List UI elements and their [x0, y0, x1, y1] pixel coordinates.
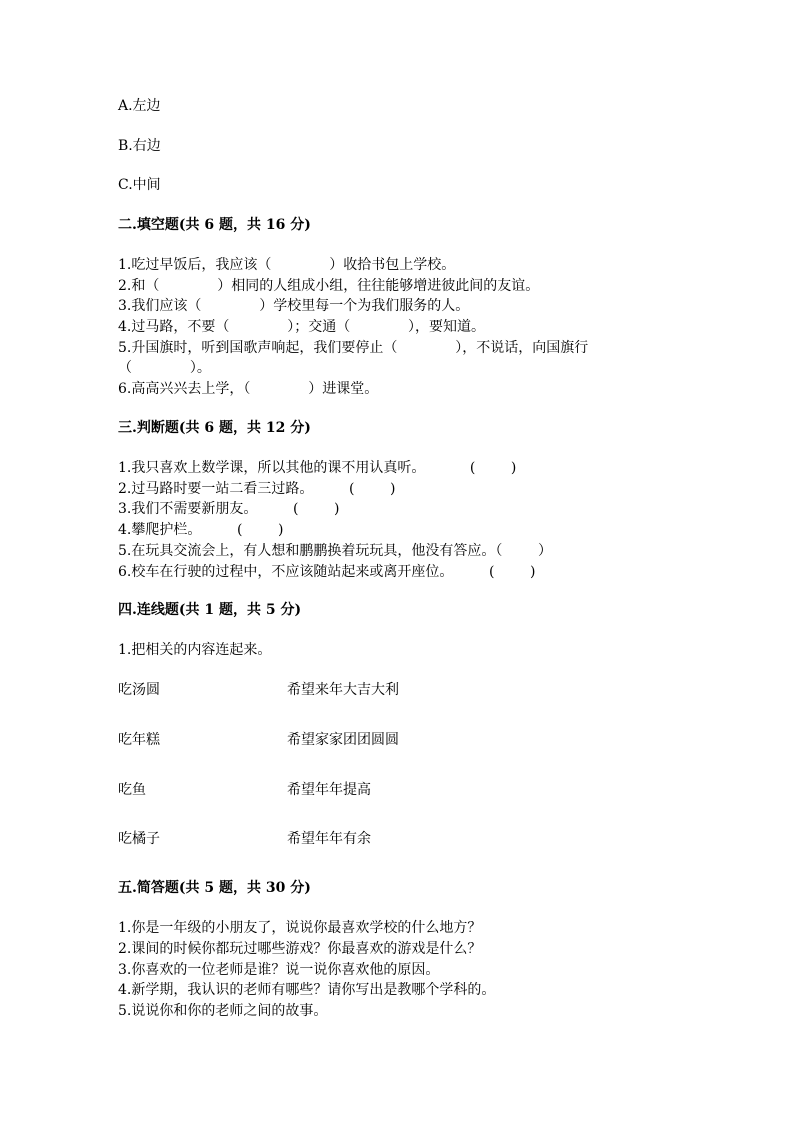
option-a: A.左边 — [118, 98, 161, 114]
match-right-2: 希望家家团团圆圆 — [287, 732, 399, 748]
match-right-4: 希望年年有余 — [287, 831, 371, 847]
section2-item-4: 4.过马路，不要（ ）；交通（ ），要知道。 — [118, 319, 486, 335]
section3-heading: 三.判断题(共 6 题，共 12 分) — [118, 420, 311, 436]
match-left-1: 吃汤圆 — [118, 682, 160, 698]
section4-prompt: 1.把相关的内容连起来。 — [118, 642, 272, 658]
section3-item-4: 4.攀爬护栏。 ( ) — [118, 522, 284, 538]
section5-item-3: 3.你喜欢的一位老师是谁？说一说你喜欢他的原因。 — [118, 962, 440, 978]
match-right-3: 希望年年提高 — [287, 782, 371, 798]
option-c: C.中间 — [118, 177, 161, 193]
section3-item-5: 5.在玩具交流会上，有人想和鹏鹏换着玩玩具，他没有答应。（ ） — [118, 543, 552, 559]
match-left-3: 吃鱼 — [118, 782, 146, 798]
section5-item-4: 4.新学期，我认识的老师有哪些？请你写出是教哪个学科的。 — [118, 982, 496, 998]
section5-heading: 五.简答题(共 5 题，共 30 分) — [118, 880, 311, 896]
section3-item-3: 3.我们不需要新朋友。 ( ) — [118, 501, 340, 517]
option-b: B.右边 — [118, 138, 161, 154]
section2-item-2: 2.和（ ）相同的人组成小组，往往能够增进彼此间的友谊。 — [118, 278, 540, 294]
section2-item-6: 6.高高兴兴去上学，（ ）进课堂。 — [118, 381, 379, 397]
match-left-4: 吃橘子 — [118, 831, 160, 847]
section3-item-2: 2.过马路时要一站二看三过路。 ( ) — [118, 481, 396, 497]
section2-heading: 二.填空题(共 6 题，共 16 分) — [118, 217, 311, 233]
match-left-2: 吃年糕 — [118, 732, 160, 748]
section3-item-6: 6.校车在行驶的过程中，不应该随站起来或离开座位。 ( ) — [118, 564, 536, 580]
section4-heading: 四.连线题(共 1 题，共 5 分) — [118, 602, 302, 618]
section5-item-5: 5.说说你和你的老师之间的故事。 — [118, 1003, 328, 1019]
section5-item-2: 2.课间的时候你都玩过哪些游戏？你最喜欢的游戏是什么？ — [118, 941, 482, 957]
section2-item-5-cont: （ ）。 — [118, 360, 211, 376]
section3-item-1: 1.我只喜欢上数学课，所以其他的课不用认真听。 ( ) — [118, 460, 517, 476]
section2-item-5: 5.升国旗时，听到国歌声响起，我们要停止（ ），不说话，向国旗行 — [118, 340, 589, 356]
section2-item-3: 3.我们应该（ ）学校里每一个为我们服务的人。 — [118, 298, 470, 314]
match-right-1: 希望来年大吉大利 — [287, 682, 399, 698]
section2-item-1: 1.吃过早饭后，我应该（ ）收拾书包上学校。 — [118, 257, 456, 273]
section5-item-1: 1.你是一年级的小朋友了，说说你最喜欢学校的什么地方？ — [118, 920, 482, 936]
